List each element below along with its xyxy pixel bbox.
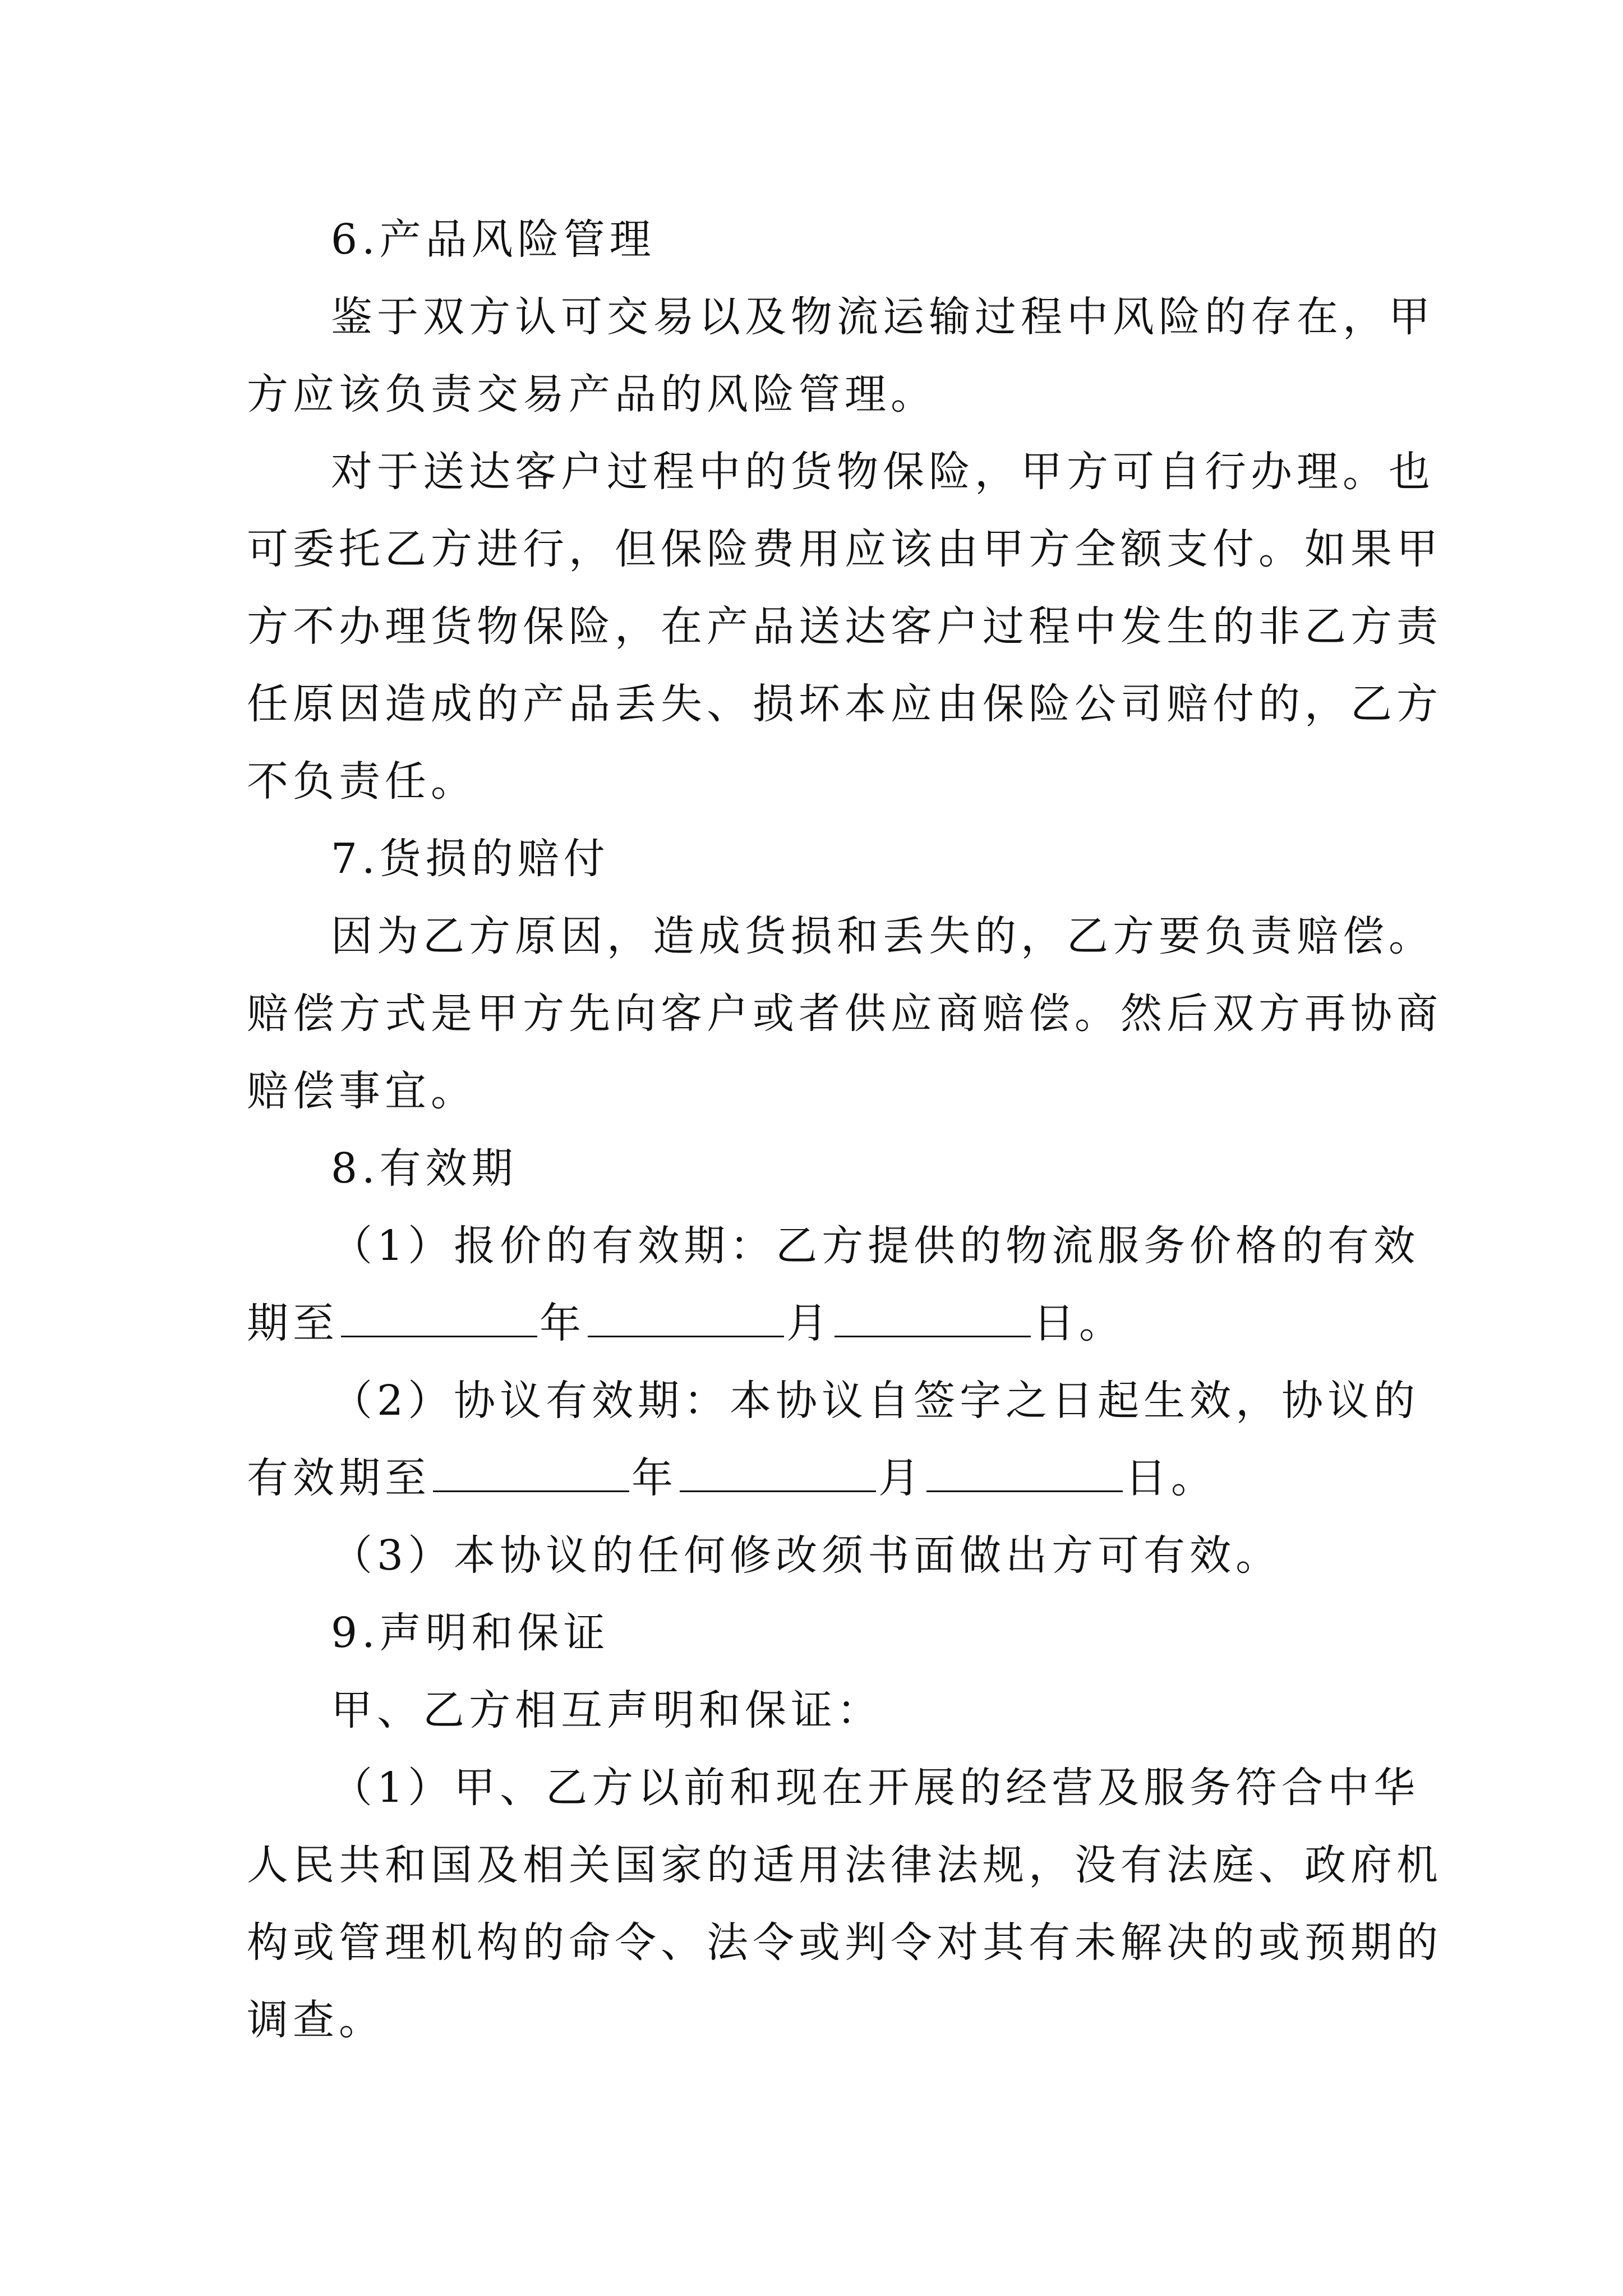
section-9-heading: 9.声明和保证 [331, 1609, 610, 1657]
month-blank[interactable] [680, 1449, 876, 1492]
section-6-paragraph-2-line-1: 对于送达客户过程中的货物保险，甲方可自行办理。也 [331, 448, 1435, 496]
section-6-paragraph-1-line-2: 方应该负责交易产品的风险管理。 [247, 370, 937, 418]
section-6-paragraph-1-line-1: 鉴于双方认可交易以及物流运输过程中风险的存在，甲 [331, 293, 1435, 341]
day-blank[interactable] [926, 1449, 1123, 1492]
section-9-item-1-line-4: 调查。 [247, 1996, 385, 2044]
section-9-intro: 甲、乙方相互声明和保证： [331, 1686, 883, 1734]
year-blank[interactable] [341, 1294, 537, 1337]
section-7-paragraph-line-3: 赔偿事宜。 [247, 1067, 477, 1115]
year-label: 年 [631, 1454, 677, 1502]
agreement-validity-label: 有效期至 [247, 1454, 431, 1502]
section-7-paragraph-line-2: 赔偿方式是甲方先向客户或者供应商赔偿。然后双方再协商 [247, 990, 1442, 1038]
section-8-item-2-line-1: （2）协议有效期：本协议自签字之日起生效，协议的 [331, 1377, 1420, 1425]
section-6-heading: 6.产品风险管理 [331, 215, 656, 264]
year-blank[interactable] [433, 1449, 629, 1492]
section-6-paragraph-2-line-5: 不负责任。 [247, 757, 477, 806]
day-label: 日。 [1033, 1299, 1125, 1347]
section-6-paragraph-2-line-2: 可委托乙方进行，但保险费用应该由甲方全额支付。如果甲 [247, 525, 1442, 573]
day-blank[interactable] [834, 1294, 1031, 1337]
year-label: 年 [540, 1299, 585, 1347]
section-8-heading: 8.有效期 [331, 1144, 518, 1193]
section-7-paragraph-line-1: 因为乙方原因，造成货损和丢失的，乙方要负责赔偿。 [331, 912, 1435, 960]
section-8-item-1-line-2 [247, 1287, 1125, 1360]
month-label: 月 [878, 1454, 924, 1502]
section-6-paragraph-2-line-4: 任原因造成的产品丢失、损坏本应由保险公司赔付的，乙方 [247, 680, 1442, 728]
section-8-item-3: （3）本协议的任何修改须书面做出方可有效。 [331, 1531, 1282, 1580]
month-label: 月 [786, 1299, 832, 1347]
month-blank[interactable] [588, 1294, 784, 1337]
section-8-item-2-line-2 [247, 1442, 1217, 1515]
quote-validity-label: 期至 [247, 1299, 339, 1347]
section-6-paragraph-2-line-3: 方不办理货物保险，在产品送达客户过程中发生的非乙方责 [247, 602, 1442, 651]
section-9-item-1-line-3: 构或管理机构的命令、法令或判令对其有未解决的或预期的 [247, 1918, 1442, 1967]
day-label: 日。 [1125, 1454, 1217, 1502]
section-9-item-1-line-2: 人民共和国及相关国家的适用法律法规，没有法庭、政府机 [247, 1841, 1442, 1889]
section-7-heading: 7.货损的赔付 [331, 835, 610, 883]
section-9-item-1-line-1: （1）甲、乙方以前和现在开展的经营及服务符合中华 [331, 1764, 1420, 1812]
section-8-item-1-line-1: （1）报价的有效期：乙方提供的物流服务价格的有效 [331, 1222, 1420, 1270]
